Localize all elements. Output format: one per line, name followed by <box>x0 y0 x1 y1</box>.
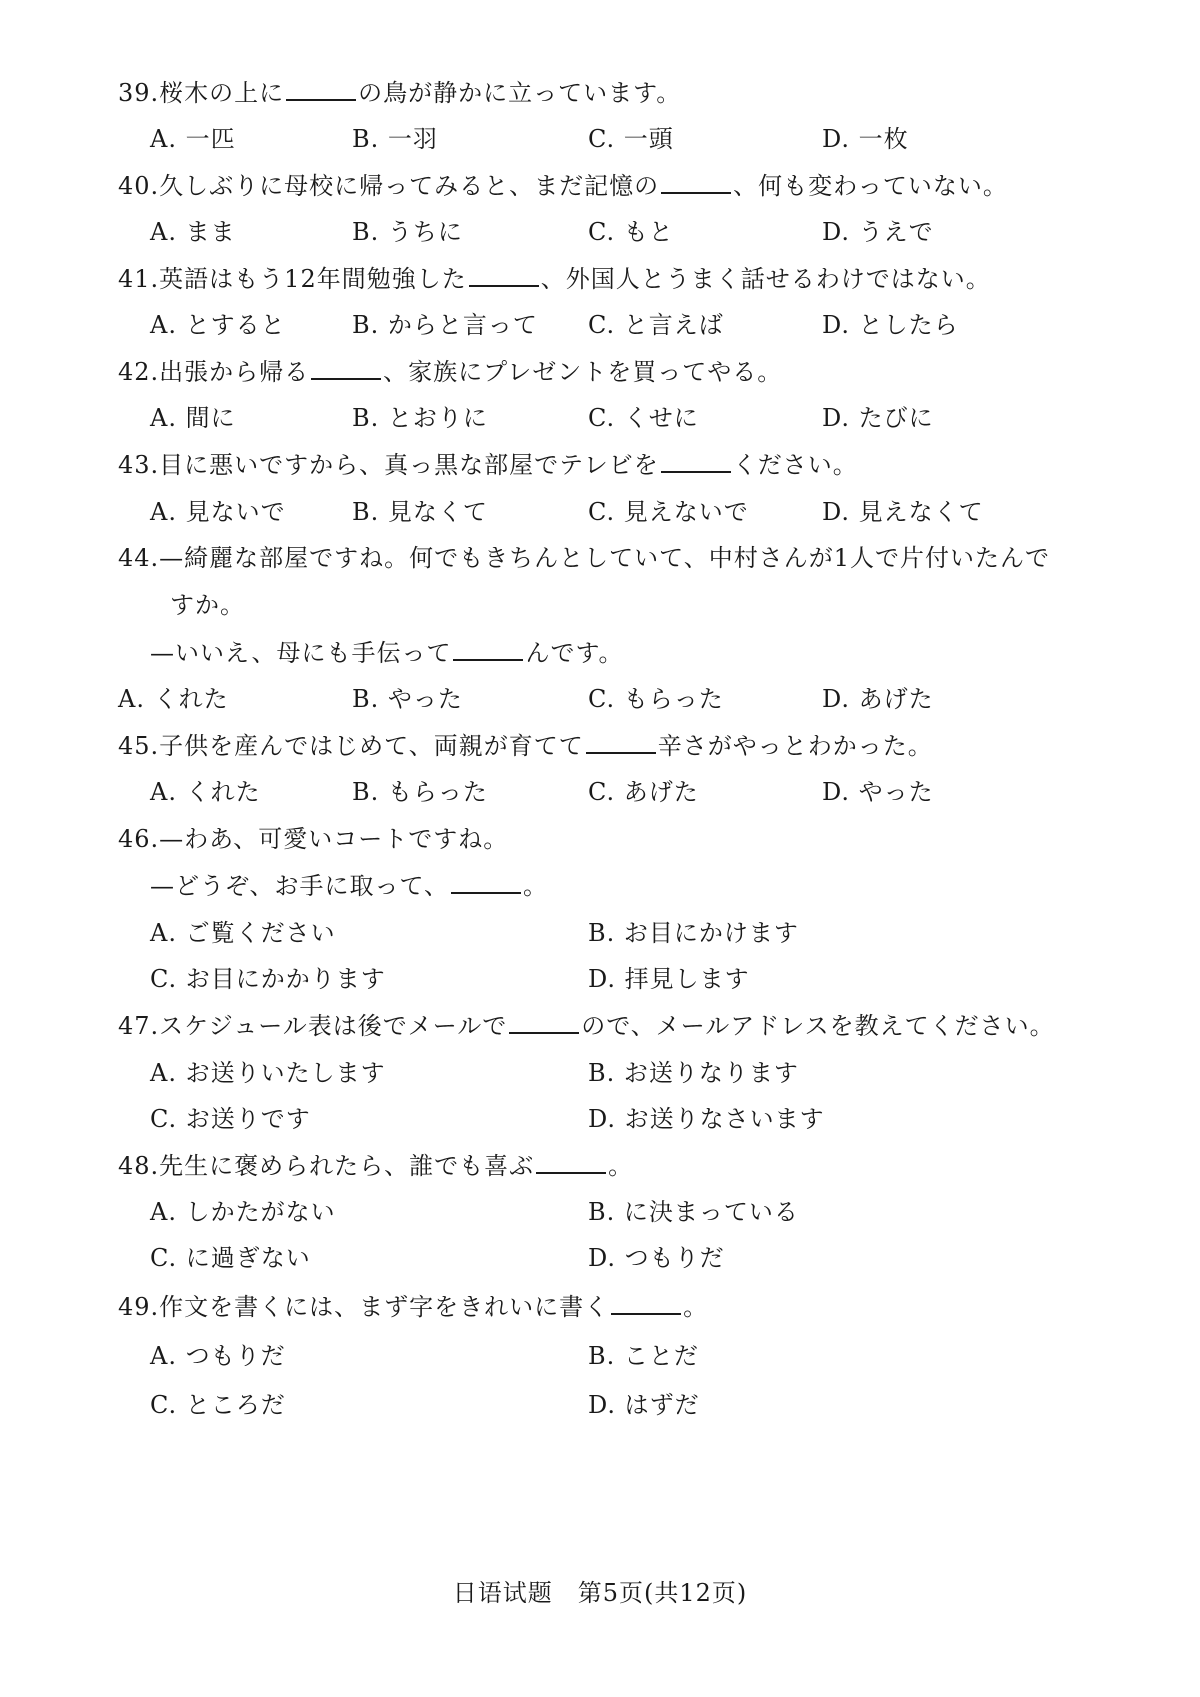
question-45 <box>118 731 933 761</box>
option-d: D. あげた <box>822 685 934 713</box>
question-number: 42. <box>118 358 160 386</box>
option-b: B. からと言って <box>352 311 538 339</box>
option-a: A. まま <box>150 218 236 246</box>
question-39 <box>118 78 681 108</box>
option-b: B. 一羽 <box>352 125 438 153</box>
question-number: 47. <box>118 1012 160 1040</box>
question-text: 先生に褒められたら、誰でも喜ぶ <box>159 1152 535 1180</box>
question-text: 子供を産んではじめて、両親が育てて <box>159 732 584 760</box>
question-number: 44. <box>118 544 160 572</box>
option-a: A. くれた <box>150 778 261 806</box>
option-d: D. つもりだ <box>588 1244 725 1272</box>
option-a: A. つもりだ <box>150 1342 286 1370</box>
option-c: C. もらった <box>588 685 724 713</box>
question-text: 。 <box>523 872 549 900</box>
question-text: 作文を書くには、まず字をきれいに書く <box>159 1293 610 1321</box>
question-46 <box>118 824 508 854</box>
question-number: 49. <box>118 1293 160 1321</box>
option-b: B. お送りなります <box>588 1059 799 1087</box>
answer-blank <box>469 265 539 287</box>
question-text: 、家族にプレゼントを買ってやる。 <box>383 358 783 386</box>
question-text-continued: すか。 <box>170 591 245 619</box>
question-text: 辛さがやっとわかった。 <box>657 732 933 760</box>
answer-blank <box>509 1012 579 1034</box>
question-text: 。 <box>683 1293 709 1321</box>
option-a: A. 一匹 <box>150 125 236 153</box>
answer-blank <box>451 872 521 894</box>
question-text: ので、メールアドレスを教えてください。 <box>581 1012 1055 1040</box>
answer-blank <box>453 639 523 661</box>
option-b: B. やった <box>352 685 463 713</box>
page-footer: 日语试题 第5页(共12页) <box>452 1579 748 1607</box>
question-42 <box>118 357 782 387</box>
question-number: 43. <box>118 451 160 479</box>
question-text: の鳥が静かに立っています。 <box>358 79 682 107</box>
question-43 <box>118 450 858 480</box>
option-a: A. 見ないで <box>150 498 286 526</box>
question-41 <box>118 264 991 294</box>
option-d: D. 一枚 <box>822 125 909 153</box>
option-b: B. とおりに <box>352 404 488 432</box>
question-text: スケジュール表は後でメールで <box>159 1012 508 1040</box>
question-number: 48. <box>118 1152 160 1180</box>
answer-blank <box>611 1293 681 1315</box>
question-49 <box>118 1292 708 1322</box>
option-c: C. もと <box>588 218 674 246</box>
question-text: 、外国人とうまく話せるわけではない。 <box>540 265 991 293</box>
question-number: 40. <box>118 172 160 200</box>
question-text: —わあ、可愛いコートですね。 <box>159 825 509 853</box>
answer-blank <box>661 172 731 194</box>
option-d: D. 拝見します <box>588 965 750 993</box>
answer-blank <box>661 451 731 473</box>
option-d: D. 見えなくて <box>822 498 984 526</box>
option-b: B. もらった <box>352 778 488 806</box>
option-c: C. と言えば <box>588 311 724 339</box>
option-a: A. とすると <box>150 311 286 339</box>
answer-blank <box>311 358 381 380</box>
question-47 <box>118 1011 1055 1041</box>
answer-blank <box>286 79 356 101</box>
question-text: ください。 <box>732 451 858 479</box>
question-text: —綺麗な部屋ですね。何でもきちんとしていて、中村さんが1人で片付いたんで <box>159 544 1050 572</box>
option-c: C. ところだ <box>150 1391 286 1419</box>
question-text: 出張から帰る <box>159 358 310 386</box>
option-d: D. お送りなさいます <box>588 1105 825 1133</box>
question-text: んです。 <box>525 639 624 667</box>
question-number: 39. <box>118 79 160 107</box>
question-text: 、何も変わっていない。 <box>733 172 1008 200</box>
option-d: D. うえで <box>822 218 934 246</box>
question-text: 。 <box>608 1152 634 1180</box>
question-text: —どうぞ、お手に取って、 <box>150 872 450 900</box>
answer-blank <box>536 1152 606 1174</box>
question-40 <box>118 171 1008 201</box>
option-c: C. に過ぎない <box>150 1244 311 1272</box>
option-c: C. くせに <box>588 404 699 432</box>
option-c: C. お送りです <box>150 1105 311 1133</box>
question-text: 目に悪いですから、真っ黒な部屋でテレビを <box>159 451 659 479</box>
question-44 <box>118 543 1050 573</box>
question-text: —いいえ、母にも手伝って <box>150 639 452 667</box>
dialog-reply <box>150 871 548 901</box>
option-d: D. はずだ <box>588 1391 700 1419</box>
option-c: C. 一頭 <box>588 125 674 153</box>
question-text: 英語はもう12年間勉強した <box>159 265 467 293</box>
option-a: A. 間に <box>150 404 236 432</box>
option-b: B. に決まっている <box>588 1198 799 1226</box>
option-d: D. やった <box>822 778 934 806</box>
option-a: A. くれた <box>118 685 229 713</box>
question-number: 41. <box>118 265 160 293</box>
option-b: B. うちに <box>352 218 463 246</box>
question-number: 46. <box>118 825 160 853</box>
option-d: D. としたら <box>822 311 959 339</box>
question-text: 桜木の上に <box>159 79 285 107</box>
question-48 <box>118 1151 633 1181</box>
dialog-reply <box>150 638 624 668</box>
option-a: A. ご覧ください <box>150 919 336 947</box>
option-a: A. お送りいたします <box>150 1059 386 1087</box>
option-c: C. お目にかかります <box>150 965 386 993</box>
option-a: A. しかたがない <box>150 1198 336 1226</box>
answer-blank <box>586 732 656 754</box>
option-c: C. あげた <box>588 778 699 806</box>
option-b: B. お目にかけます <box>588 919 799 947</box>
option-d: D. たびに <box>822 404 934 432</box>
question-text: 久しぶりに母校に帰ってみると、まだ記憶の <box>159 172 660 200</box>
option-c: C. 見えないで <box>588 498 749 526</box>
question-number: 45. <box>118 732 160 760</box>
option-b: B. ことだ <box>588 1342 699 1370</box>
option-b: B. 見なくて <box>352 498 488 526</box>
